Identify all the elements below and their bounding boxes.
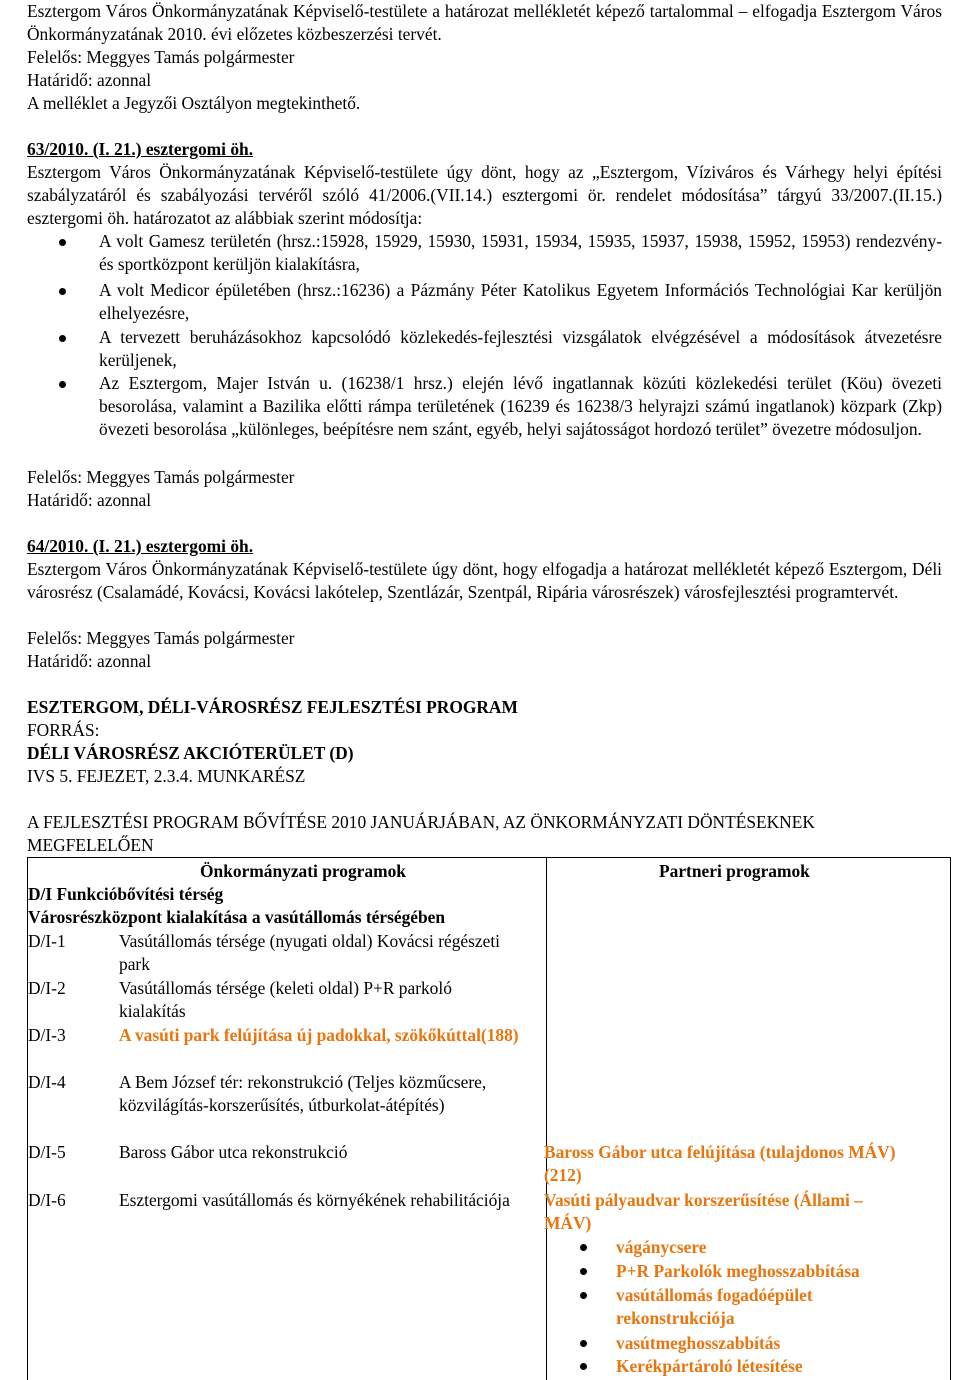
bullet-dot-icon	[59, 288, 66, 295]
row-code: D/I-3	[28, 1025, 66, 1045]
group-heading-2: Városrészközpont kialakítása a vasútállomás térségében	[28, 907, 446, 927]
bullet-dot-icon	[59, 381, 66, 388]
group-heading-1: D/I Funkcióbővítési térség	[28, 884, 224, 904]
row-desc: Baross Gábor utca rekonstrukció	[119, 1142, 348, 1162]
program-title: ESZTERGOM, DÉLI-VÁROSRÉSZ FEJLESZTÉSI PROGRAM	[27, 697, 518, 717]
intro-felelos: Felelős: Meggyes Tamás polgármester	[27, 47, 295, 67]
row-code: D/I-4	[28, 1072, 66, 1092]
partner-bullet: vasútmeghosszabbítás	[544, 1332, 914, 1355]
row-desc: Vasútállomás térsége (keleti oldal) P+R parkoló kialakítás	[119, 978, 452, 1022]
res64-body: Esztergom Város Önkormányzatának Képviselő-testülete úgy dönt, hogy elfogadja a határozat mellékletét képező Esztergom, Déli városrész (Csalamádé, Kovácsi, Kovácsi lakótelep, Szentlázár, Szentpál, Ripária városrészek) városfejlesztési programtervét.	[27, 559, 942, 603]
partner-bullet: vágánycsere	[544, 1236, 914, 1259]
res64-hatarido: Határidő: azonnal	[27, 651, 152, 671]
res64-heading: 64/2010. (I. 21.) esztergomi öh.	[27, 536, 254, 556]
partner-bullet: vasútállomás fogadóépület rekonstrukciója	[544, 1284, 914, 1330]
program-bovites: A FEJLESZTÉSI PROGRAM BŐVÍTÉSE 2010 JANUÁRJÁBAN, AZ ÖNKORMÁNYZATI DÖNTÉSEKNEK MEGFELELŐEN	[27, 812, 815, 856]
res63-felelos: Felelős: Meggyes Tamás polgármester	[27, 467, 295, 487]
bullet-dot-icon	[580, 1340, 587, 1347]
res63-heading: 63/2010. (I. 21.) esztergomi öh.	[27, 139, 254, 159]
bullet-dot-icon	[59, 239, 66, 246]
bullet-dot-icon	[580, 1363, 587, 1370]
col-header-left: Önkormányzati programok	[200, 861, 406, 881]
row-desc: Esztergomi vasútállomás és környékének rehabilitációja	[119, 1190, 510, 1210]
res63-body: Esztergom Város Önkormányzatának Képviselő-testülete úgy dönt, hogy az „Esztergom, Víziváros és Várhegy helyi építési szabályzatáról és szabályozási tervéről szóló 41/2006.(VII.14.) esztergomi ör. rendelet módosítása” tárgyú 33/2007.(II.15.) esztergomi öh. határozatot az alábbiak szerint módosítja:	[27, 162, 942, 229]
bullet-dot-icon	[580, 1268, 587, 1275]
res63-hatarido: Határidő: azonnal	[27, 490, 152, 510]
row-partner: Vasúti pályaudvar korszerűsítése (Állami – MÁV)	[544, 1190, 863, 1234]
row-code: D/I-1	[28, 931, 66, 951]
row-code: D/I-6	[28, 1190, 66, 1210]
bullet-dot-icon	[580, 1244, 587, 1251]
partner-bullet: Kerékpártároló létesítése	[544, 1355, 914, 1378]
bullet-dot-icon	[59, 335, 66, 342]
intro-hatarido: Határidő: azonnal	[27, 70, 152, 90]
res63-bullet: Az Esztergom, Majer István u. (16238/1 hrsz.) elején lévő ingatlannak közúti közlekedési terület (Köu) övezeti besorolása, valamint a Bazilika előtti rámpa területének (16239 és 16238/3 helyrajzi számú ingatlanok) közpark (Zkp) övezeti besorolása „különleges, beépítésre nem szánt, egyéb, helyi sajátosságot hordozó terület” övezetre módosuljon.	[27, 372, 942, 442]
row-code: D/I-2	[28, 978, 66, 998]
bullet-dot-icon	[580, 1292, 587, 1299]
program-forras: FORRÁS:	[27, 720, 100, 740]
intro-paragraph: Esztergom Város Önkormányzatának Képviselő-testülete a határozat mellékletét képező tartalommal – elfogadja Esztergom Város Önkormányzatának 2010. évi előzetes közbeszerzési tervét.	[27, 1, 942, 45]
program-akcio: DÉLI VÁROSRÉSZ AKCIÓTERÜLET (D)	[27, 743, 354, 763]
row-desc-highlighted: A vasúti park felújítása új padokkal, szökőkúttal(188)	[119, 1025, 519, 1045]
res63-bullet: A tervezett beruházásokhoz kapcsolódó közlekedés-fejlesztési vizsgálatok elvégzésével a módosítások átvezetésre kerüljenek,	[27, 326, 942, 372]
col-header-right: Partneri programok	[659, 861, 810, 881]
intro-note: A melléklet a Jegyzői Osztályon megtekinthető.	[27, 93, 361, 113]
program-table	[27, 857, 951, 1380]
row-partner: Baross Gábor utca felújítása (tulajdonos MÁV) (212)	[544, 1142, 896, 1186]
res63-bullet: A volt Gamesz területén (hrsz.:15928, 15929, 15930, 15931, 15934, 15935, 15937, 15938, 15952, 15953) rendezvény- és sportközpont kerüljön kialakításra,	[27, 230, 942, 276]
partner-bullet: P+R Parkolók meghosszabbítása	[544, 1260, 914, 1283]
row-desc: Vasútállomás térsége (nyugati oldal) Kovácsi régészeti park	[119, 931, 501, 975]
res64-felelos: Felelős: Meggyes Tamás polgármester	[27, 628, 295, 648]
program-ivs: IVS 5. FEJEZET, 2.3.4. MUNKARÉSZ	[27, 766, 306, 786]
res63-bullet: A volt Medicor épületében (hrsz.:16236) a Pázmány Péter Katolikus Egyetem Információs Technológiai Kar kerüljön elhelyezésre,	[27, 279, 942, 325]
row-desc: A Bem József tér: rekonstrukció (Teljes közműcsere, közvilágítás-korszerűsítés, útburkolat-átépítés)	[119, 1072, 487, 1116]
row-code: D/I-5	[28, 1142, 66, 1162]
